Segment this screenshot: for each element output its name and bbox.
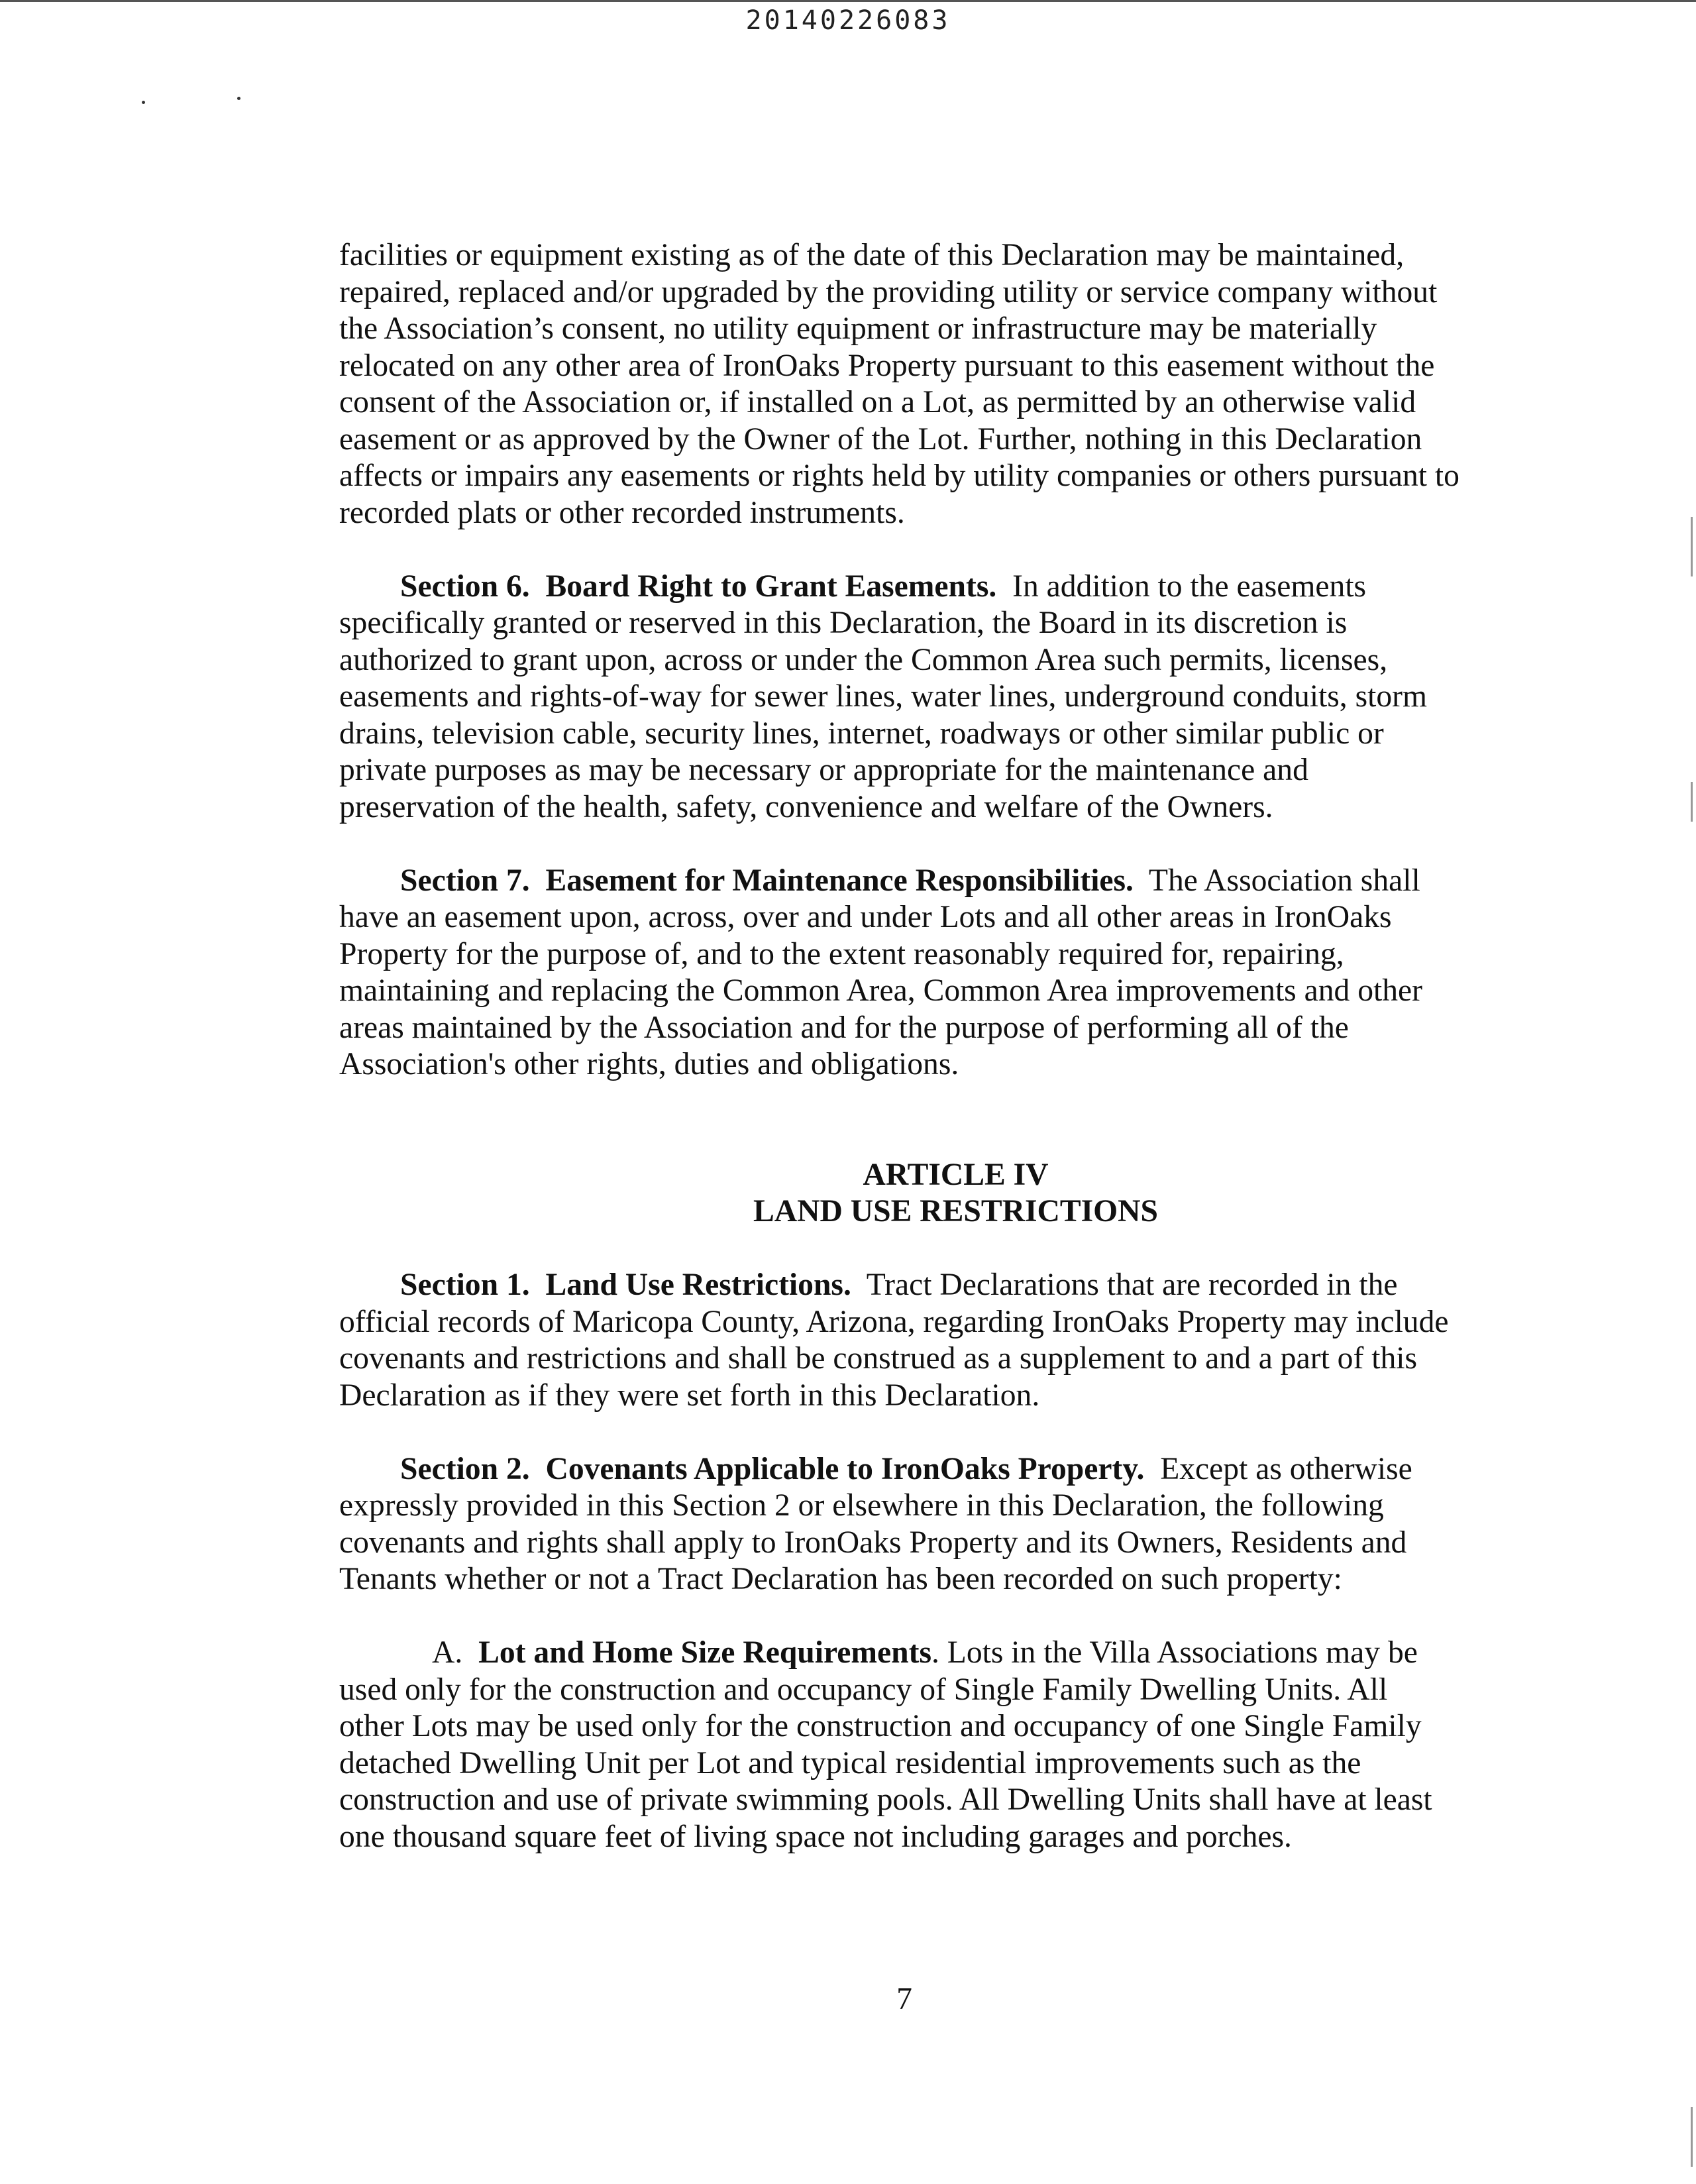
article-section-2-body: expressly provided in this Section 2 or elsewhere in this Declaration, the following covenants and rights shall apply to IronOaks Property and its Owners, Residents and Tenants whether or not a Tract Declaration has been recorded on such property: [339, 1488, 1407, 1596]
subsection-a-body: used only for the construction and occupancy of Single Family Dwelling Units. All other Lots may be used only for the construction and occupancy of one Single Family detached Dwelling Unit per Lot and typical residential improvements such as the construction and use of private swimming pools. All Dwelling Units shall have at least one thousand square feet of living space not including garages and porches. [339, 1672, 1432, 1854]
scan-top-border [0, 0, 1696, 2]
article-section-1-paragraph [339, 1267, 1495, 1414]
scan-speck [237, 97, 240, 100]
article-title: LAND USE RESTRICTIONS [753, 1194, 1158, 1228]
article-section-1-body: official records of Maricopa County, Arizona, regarding IronOaks Property may include covenants and restrictions and shall be construed as a supplement to and a part of this Declaration as if they were set forth in this Declaration. [339, 1304, 1449, 1413]
article-section-1-title: Land Use Restrictions. [545, 1268, 851, 1302]
subsection-a-lead: . Lots in the Villa Associations may be [931, 1635, 1418, 1670]
article-section-1-number: Section 1. [400, 1268, 530, 1302]
article-section-1-lead: Tract Declarations that are recorded in the [866, 1268, 1398, 1302]
article-section-2-paragraph [339, 1451, 1495, 1598]
section-6-lead: In addition to the easements [1012, 569, 1367, 604]
section-7-title: Easement for Maintenance Responsibilities. [545, 863, 1134, 898]
scan-edge-mark [1691, 2107, 1693, 2167]
article-section-2-title: Covenants Applicable to IronOaks Property. [545, 1451, 1145, 1486]
section-6-paragraph [339, 569, 1495, 826]
subsection-a-title: Lot and Home Size Requirements [478, 1635, 931, 1670]
article-number: ARTICLE IV [863, 1157, 1049, 1192]
scan-edge-mark [1691, 782, 1693, 822]
section-7-number: Section 7. [400, 863, 530, 898]
scan-speck [142, 101, 145, 104]
section-7-paragraph [339, 863, 1495, 1083]
section-7-lead: The Association shall [1148, 863, 1420, 898]
section-6-number: Section 6. [400, 569, 530, 604]
section-6-title: Board Right to Grant Easements. [545, 569, 997, 604]
scan-edge-mark [1691, 517, 1693, 576]
document-body [339, 237, 1495, 1855]
record-number: 20140226083 [745, 5, 951, 36]
article-section-2-lead: Except as otherwise [1160, 1451, 1412, 1486]
section-7-body: have an easement upon, across, over and under Lots and all other areas in IronOaks Property for the purpose of, and to the extent reasonably required for, repairing, maintaining and replacing the Common Area, Common Area improvements and other areas maintained by the Association and for the purpose of performing all of the Association's other rights, duties and obligations. [339, 900, 1422, 1081]
section-6-body: specifically granted or reserved in this Declaration, the Board in its discretion is authorized to grant upon, across or under the Common Area such permits, licenses, easements and rights-of-way for sewer lines, water lines, underground conduits, storm drains, television cable, security lines, internet, roadways or other similar public or private purposes as may be necessary or appropriate for the maintenance and preservation of the health, safety, convenience and welfare of the Owners. [339, 606, 1428, 824]
page-number: 7 [896, 1982, 912, 2016]
subsection-a-letter: A. [432, 1635, 463, 1670]
article-section-2-number: Section 2. [400, 1451, 530, 1486]
continued-paragraph: facilities or equipment existing as of the date of this Declaration may be maintained, repaired, replaced and/or upgraded by the providing utility or service company without the Association’s consent, no utility equipment or infrastructure may be materially relocated on any other area of IronOaks Property pursuant to this easement without the consent of the Association or, if installed on a Lot, as permitted by an otherwise valid easement or as approved by the Owner of the Lot. Further, nothing in this Declaration affects or impairs any easements or rights held by utility companies or others pursuant to recorded plats or other recorded instruments. [339, 238, 1459, 530]
subsection-a-paragraph [339, 1635, 1495, 1855]
